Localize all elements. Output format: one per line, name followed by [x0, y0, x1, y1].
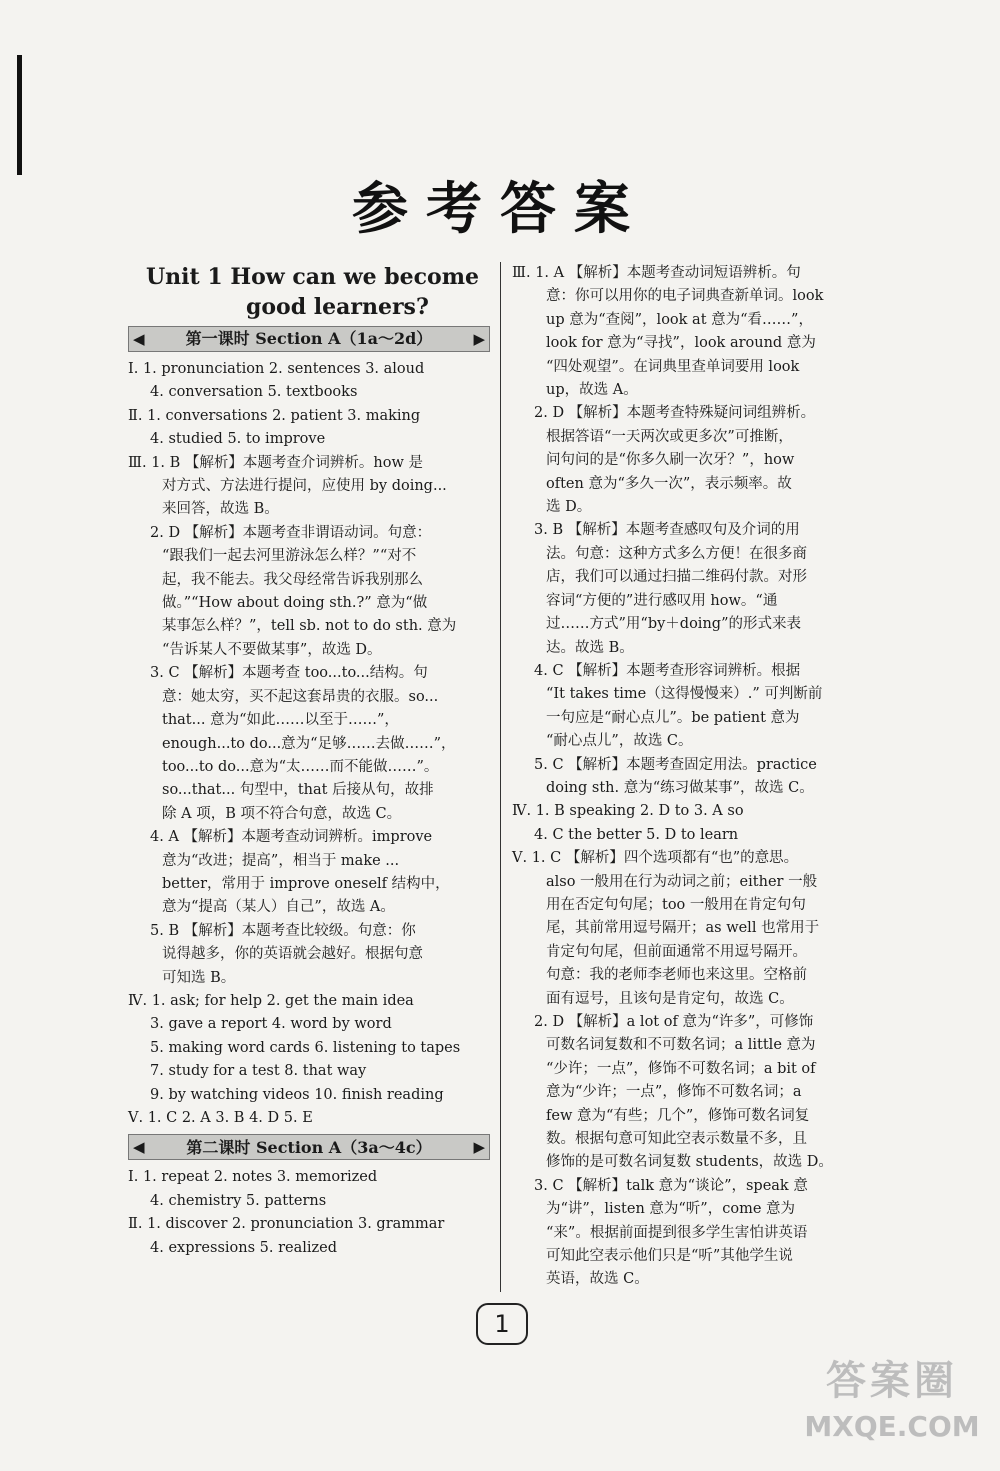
answer-line: 可知此空表示他们只是“听”其他学生说	[546, 1248, 793, 1265]
answer-line: 过……方式”用“by＋doing”的形式来表	[546, 616, 801, 633]
answer-line: 达。故选 B。	[546, 639, 634, 656]
corner-mark	[17, 55, 22, 175]
answer-line: “四处观望”。在词典里查单词要用 look	[546, 358, 800, 375]
answer-line: 为“讲”，listen 意为“听”，come 意为	[546, 1201, 796, 1218]
answer-line: 英语，故选 C。	[546, 1271, 649, 1288]
answer-line: 5. C 【解析】本题考查固定用法。practice	[534, 756, 817, 773]
unit-title	[146, 262, 490, 322]
answer-line: Ⅳ. 1. ask; for help 2. get the main idea	[128, 992, 414, 1009]
section-header-1	[128, 326, 490, 352]
answer-line: Ⅰ. 1. repeat 2. notes 3. memorized	[128, 1169, 378, 1186]
answer-line: 说得越多，你的英语就会越好。根据句意	[162, 946, 423, 963]
answer-line: 一句应是“耐心点儿”。be patient 意为	[546, 709, 800, 726]
answer-line: “It takes time（这得慢慢来）.” 可判断前	[546, 686, 823, 703]
answer-line: Ⅲ. 1. A 【解析】本题考查动词短语辨析。句	[512, 265, 801, 281]
answer-line: 面有逗号，且该句是肯定句，故选 C。	[546, 990, 794, 1007]
answer-line: 3. gave a report 4. word by word	[150, 1016, 392, 1033]
answer-line: 4. C the better 5. D to learn	[534, 826, 739, 843]
answer-block-1	[128, 358, 490, 1130]
answer-line: “少许；一点”，修饰不可数名词；a bit of	[546, 1060, 816, 1077]
answer-line: 2. D 【解析】a lot of 意为“许多”，可修饰	[534, 1014, 814, 1030]
answer-line: better，常用于 improve oneself 结构中，	[162, 875, 450, 892]
answer-line: 3. B 【解析】本题考查感叹句及介词的用	[534, 522, 800, 539]
answer-line: 2. D 【解析】本题考查特殊疑问词组辨析。	[534, 405, 816, 422]
answer-line: 2. D 【解析】本题考查非谓语动词。句意：	[150, 524, 432, 541]
section-header-2-label: 第二课时 Section A（3a～4c）	[186, 1137, 432, 1157]
answer-line: 可知选 B。	[162, 969, 236, 986]
triangle-right-icon: ▶	[473, 330, 485, 348]
answer-line: 意：你可以用你的电子词典查新单词。look	[546, 288, 824, 305]
answer-line: 肯定句句尾，但前面通常不用逗号隔开。	[546, 943, 807, 960]
answer-line: 4. conversation 5. textbooks	[150, 384, 358, 401]
answer-line: 4. A 【解析】本题考查动词辨析。improve	[150, 829, 433, 846]
answer-line: 3. C 【解析】本题考查 too...to...结构。句	[150, 665, 428, 682]
answer-line: Ⅳ. 1. B speaking 2. D to 3. A so	[512, 803, 744, 820]
answer-line: 9. by watching videos 10. finish reading	[150, 1086, 444, 1103]
answer-line: 3. C 【解析】talk 意为“谈论”，speak 意	[534, 1177, 808, 1194]
section-header-2	[128, 1134, 490, 1160]
answer-line: few 意为“有些；几个”，修饰可数名词复	[546, 1107, 810, 1124]
answer-line: 4. C 【解析】本题考查形容词辨析。根据	[534, 662, 801, 679]
triangle-left-icon: ◀	[133, 330, 145, 348]
answer-line: 意为“少许；一点”，修饰不可数名词；a	[546, 1084, 802, 1101]
answer-line: enough...to do...意为“足够……去做……”，	[162, 735, 456, 752]
answer-line: Ⅲ. 1. B 【解析】本题考查介词辨析。how 是	[128, 454, 423, 471]
answer-line: up，故选 A。	[546, 382, 638, 399]
triangle-right-icon: ▶	[473, 1138, 485, 1157]
watermark-logo	[792, 1353, 992, 1463]
answer-line: so...that... 句型中，that 后接从句，故排	[162, 782, 434, 799]
answer-line: 问句问的是“你多久刷一次牙？”，how	[546, 452, 795, 469]
answer-line: 做。”“How about doing sth.?” 意为“做	[162, 595, 428, 612]
unit-title-line1: Unit 1 How can we become	[146, 264, 480, 290]
answer-line: up 意为“查阅”，look at 意为“看……”，	[546, 311, 813, 328]
answer-line: doing sth. 意为“练习做某事”，故选 C。	[546, 779, 814, 796]
answer-line: “来”。根据前面提到很多学生害怕讲英语	[546, 1224, 808, 1241]
answer-line: 起，我不能去。我父母经常告诉我别那么	[162, 571, 423, 588]
answer-line: 某事怎么样？”，tell sb. not to do sth. 意为	[162, 618, 457, 635]
watermark-en: MXQE.COM	[804, 1410, 980, 1443]
answer-line: 意：她太穷，买不起这套昂贵的衣服。so...	[162, 688, 439, 705]
answer-line: 尾，其前常用逗号隔开；as well 也常用于	[546, 920, 820, 937]
answer-line: also 一般用在行为动词之前；either 一般	[546, 873, 818, 890]
answer-line: 数。根据句意可知此空表示数量不多，且	[546, 1131, 807, 1148]
unit-title-line2: good learners?	[246, 294, 429, 320]
answer-line: 4. expressions 5. realized	[150, 1239, 338, 1256]
answer-line: 法。句意：这种方式多么方便！在很多商	[546, 545, 807, 562]
answer-line: Ⅰ. 1. pronunciation 2. sentences 3. aloud	[128, 361, 425, 377]
answer-line: 用在否定句句尾；too 一般用在肯定句句	[546, 896, 806, 913]
answer-line: Ⅴ. 1. C 2. A 3. B 4. D 5. E	[128, 1110, 313, 1126]
right-column	[512, 262, 894, 1292]
answer-line: 对方式、方法进行提问，应使用 by doing...	[162, 478, 447, 495]
answer-line: 选 D。	[546, 499, 592, 516]
triangle-left-icon: ◀	[133, 1138, 145, 1157]
answer-line: 来回答，故选 B。	[162, 501, 279, 518]
answer-line: Ⅱ. 1. discover 2. pronunciation 3. grammar	[128, 1216, 445, 1233]
answer-line: that... 意为“如此……以至于……”，	[162, 712, 399, 729]
answer-line: 4. chemistry 5. patterns	[150, 1192, 327, 1209]
answer-line: 5. making word cards 6. listening to tapes	[150, 1039, 461, 1056]
answer-line: Ⅴ. 1. C 【解析】四个选项都有“也”的意思。	[512, 850, 799, 867]
answer-line: 容词“方便的”进行感叹用 how。“通	[546, 592, 778, 609]
section-header-1-label: 第一课时 Section A（1a～2d）	[185, 329, 433, 349]
answer-line: 根据答语“一天两次或更多次”可推断，	[546, 428, 793, 445]
answer-line: 5. B 【解析】本题考查比较级。句意：你	[150, 922, 416, 939]
answer-line: 修饰的是可数名词复数 students，故选 D。	[546, 1154, 833, 1171]
answer-line: 店，我们可以通过扫描二维码付款。对形	[546, 569, 807, 586]
answer-line: 可数名词复数和不可数名词；a little 意为	[546, 1037, 816, 1054]
column-divider	[500, 262, 501, 1292]
answer-line: 意为“提高（某人）自己”，故选 A。	[162, 899, 395, 916]
answer-line: 句意：我的老师李老师也来这里。空格前	[546, 967, 807, 984]
answer-block-2	[128, 1166, 490, 1260]
page-title: 参考答案	[352, 177, 648, 242]
answer-line: 除 A 项，B 项不符合句意，故选 C。	[162, 805, 402, 822]
answer-line: 意为“改进；提高”，相当于 make ...	[162, 852, 400, 869]
answer-line: 4. studied 5. to improve	[150, 431, 326, 448]
answer-line: 7. study for a test 8. that way	[150, 1063, 367, 1080]
watermark-cn: 答案圈	[826, 1358, 958, 1404]
answer-line: look for 意为“寻找”，look around 意为	[546, 335, 816, 352]
answer-line: too...to do...意为“太……而不能做……”。	[162, 758, 439, 775]
answer-line: “跟我们一起去河里游泳怎么样？”“对不	[162, 548, 417, 565]
left-column	[128, 262, 490, 1260]
page-number: 1	[476, 1303, 528, 1345]
answer-line: “耐心点儿”，故选 C。	[546, 733, 693, 750]
answer-line: Ⅱ. 1. conversations 2. patient 3. making	[128, 407, 421, 424]
answer-line: “告诉某人不要做某事”，故选 D。	[162, 641, 382, 658]
answer-line: often 意为“多久一次”，表示频率。故	[546, 475, 792, 492]
